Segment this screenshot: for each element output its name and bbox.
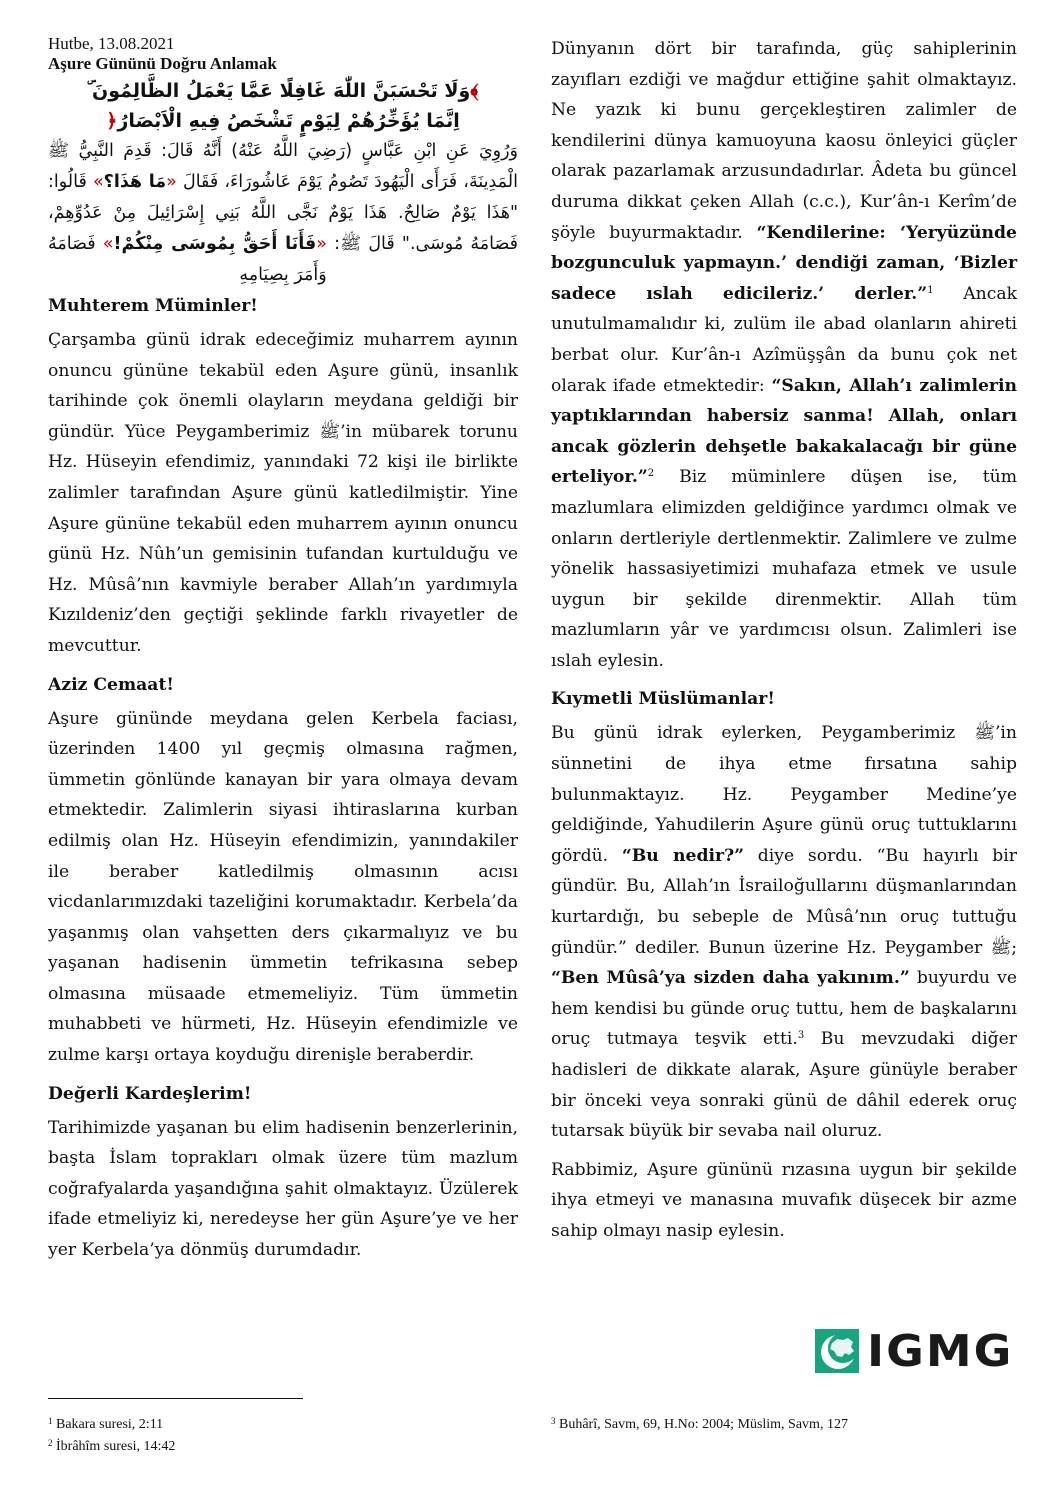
hadith-question-open: « [166, 172, 183, 192]
section-heading-aziz: Aziz Cemaat! [48, 674, 174, 695]
paragraph-3: Tarihimizde yaşanan bu elim hadisenin benzerlerinin, başta İslam toprakları olmak üzere tüm mazlum coğrafyalarda yaşandığına şahit olmaktayız. Üzülerek ifade etmeliyiz ki, neredeyse her gün Aşure’ye ve her yer Kerbela’ya dönmüş durumdadır. [48, 1117, 518, 1261]
paragraph-5-text-b: diye sordu. “Bu hayırlı bir gündür. Bu, Allah’ın İsrailoğullarını düşmanlarından kurtardığı, bu sebeple de Mûsâ’nın oruç tuttuğu gündür.” dediler. Bunun üzerine Hz. Peygamber ﷺ; [551, 845, 1017, 958]
footnote-1-number: 1 [48, 1416, 53, 1426]
paragraph-5-text-d: Bu mevzudaki diğer hadisleri de dikkate alarak, Aşure günüyle beraber bir önceki veya sonraki günü de dâhil ederek oruç tutarsak büyük bir sevaba nail oluruz. [551, 1029, 1017, 1142]
hadith-text [48, 136, 518, 291]
closing-prayer: Rabbimiz, Aşure gününü rızasına uygun bir şekilde ihya etmeyi ve manasına muvafık düşecek bir azme sahip olmayı nasip eylesin. [551, 1159, 1017, 1241]
paragraph-4 [551, 34, 1017, 676]
footnote-2-number: 2 [48, 1438, 53, 1448]
section-heading-muhterem: Muhterem Müminler! [48, 296, 258, 316]
footnote-divider [48, 1398, 303, 1399]
hadith-answer-open: « [316, 234, 335, 254]
footnotes-right [551, 1414, 848, 1436]
hadith-answer-close: » [95, 234, 114, 254]
quote-bu-nedir: “Bu nedir?” [621, 845, 745, 866]
footnote-2 [48, 1436, 175, 1458]
hadith-part-2: قَالُوا: "هَذَا يَوْمٌ صَالِحٌ. هَذَا يَوْمٌ نَجَّى اللَّهُ بَنِي إِسْرَائِيلَ مِنْ عَدُوِّهِمْ، فَصَامَهُ مُوسَى." قَالَ ﷺ: [48, 172, 519, 254]
quran-verse [48, 76, 518, 136]
left-column [48, 34, 518, 1274]
footnote-ref-3[interactable]: 3 [797, 1030, 805, 1042]
footnote-1-text: Bakara suresi, 2:11 [52, 1417, 164, 1432]
paragraph-4-text-c: Biz müminlere düşen ise, tüm mazlumlara elimizden geldiğince yardımcı olmak ve onların dertleriyle dertlenmektir. Zalimlere ve zulme yönelik hassasiyetimizi muhafaza etmek ve usule uygun bir şekilde direnmektir. Allah tüm mazlumların yâr ve yardımcısı olsun. Zalimleri ise ıslah eylesin. [551, 467, 1017, 671]
igmg-logo [815, 1325, 1014, 1377]
paragraph-5-text-c: buyurdu ve hem kendisi bu günde oruç tuttu, hem de başkalarını oruç tutmaya teşvik etti. [551, 968, 1017, 1050]
footnote-ref-2[interactable]: 2 [647, 468, 655, 480]
quote-ben-musaya: “Ben Mûsâ’ya sizden daha yakınım.” [551, 968, 910, 989]
hadith-part-3: فَصَامَهُ وَأَمَرَ بِصِيَامِهِ [48, 234, 327, 285]
quote-kendilerine: “Kendilerine: ‘Yeryüzünde bozgunculuk yapmayın.’ dendiği zaman, ‘Bizler sadece ıslah edicileriz.’ derler.” [551, 222, 1017, 304]
paragraph-5 [551, 718, 1017, 1146]
sermon-date: Hutbe, 13.08.2021 [48, 34, 175, 53]
quote-sakin: “Sakın, Allah’ı zalimlerin yaptıklarından habersiz sanma! Allah, onları ancak gözlerin dehşetle bakakalacağı bir güne erteliyor.” [551, 375, 1017, 488]
paragraph-5-text-a: Bu günü idrak eylerken, Peygamberimiz ﷺ’in sünnetini de ihya etme fırsatına sahip bulunmaktayız. Hz. Peygamber Medine’ye geldiğinde, Yahudilerin Aşure günü oruç tuttuklarını gördü. [551, 723, 1017, 866]
hadith-answer: فَأَنَا أَحَقُّ بِمُوسَى مِنْكُمْ! [113, 234, 317, 254]
paragraph-2: Aşure gününde meydana gelen Kerbela faciası, üzerinden 1400 yıl geçmiş olmasına rağmen, ümmetin gönlünde kanayan bir yara olmaya devam etmektedir. Zalimlerin siyasi ihtiraslarına kurban edilmiş olan Hz. Hüseyin efendimizin, yanındakiler ile beraber katledilmiş olmasının acısı vicdanlarımızdaki tazeliğini korumaktadır. Kerbela’da yaşanmış olan vahşetten ders çıkarmalıyız ve bu yaşanan hadisenin ümmetin tefrikasına sebep olmasına müsaade etmemeliyiz. Tüm ümmetin muhabbeti ve hürmeti, Hz. Hüseyin efendimizle ve zulme karşı ortaya koyduğu direnişle beraberdir. [48, 708, 518, 1066]
right-column [551, 34, 1017, 1255]
verse-line-1: وَلَا تَحْسَبَنَّ اللّٰهَ غَافِلًا عَمَّا يَعْمَلُ الظَّالِمُونَ ۜ [87, 80, 471, 102]
igmg-logo-text: IGMG [867, 1325, 1014, 1377]
paragraph-1: Çarşamba günü idrak edeceğimiz muharrem ayının onuncu gününe tekabül eden Aşure günü, insanlık tarihinde çok önemli olayların meydana geldiği bir gündür. Yüce Peygamberimiz ﷺ’in mübarek torunu Hz. Hüseyin efendimiz, yanındaki 72 kişi ile birlikte zalimler tarafından Aşure günü katledilmiştir. Yine Aşure gününe tekabül eden muharrem ayının onuncu günü Hz. Nûh’un gemisinin tufandan kurtulduğu ve Hz. Mûsâ’nın kavmiyle beraber Allah’ın yardımıyla Kızıldeniz’den geçtiği şeklinde farklı rivayetler de mevcuttur. [48, 330, 518, 656]
crescent-globe-icon [815, 1329, 859, 1373]
page-title: Aşure Gününü Doğru Anlamak [48, 54, 277, 73]
section-heading-kiymetli: Kıymetli Müslümanlar! [551, 689, 775, 710]
verse-open-bracket: ﴾ [470, 80, 479, 102]
hadith-question: مَا هَذَا؟ [103, 172, 167, 192]
hadith-question-close: » [86, 172, 104, 192]
footnote-1 [48, 1414, 175, 1436]
verse-line-2: اِنَّمَا يُؤَخِّرُهُمْ لِيَوْمٍ تَشْخَصُ فِيهِ الْاَبْصَارُ [117, 110, 460, 132]
footnote-3-text: Buhârî, Savm, 69, H.No: 2004; Müslim, Savm, 127 [555, 1417, 848, 1432]
footnote-2-text: İbrâhîm suresi, 14:42 [52, 1439, 176, 1454]
paragraph-4-text-a: Dünyanın dört bir tarafında, güç sahiplerinin zayıfları ezdiği ve mağdur ettiğine şahit olmaktayız. Ne yazık ki bunu gerçekleştiren zalimler de kendilerini dünya kamuoyuna kaosu önleyici güçler olarak pazarlamak arzusundadırlar. Âdeta bu güncel duruma dikkat çeken Allah (c.c.), Kur’ân-ı Kerîm’de şöyle buyurmaktadır. [551, 39, 1017, 243]
verse-close-bracket: ﴿ [106, 110, 118, 132]
footnotes-left [48, 1414, 175, 1458]
hadith-part-1: وَرُوِيَ عَنِ ابْنِ عَبَّاسٍ (رَضِيَ اللَّهُ عَنْهُ) أَنَّهُ قَالَ: قَدِمَ النَّبِيُّ ﷺ الْمَدِينَةَ، فَرَأَى الْيَهُودَ تَصُومُ يَوْمَ عَاشُورَاءَ، فَقَالَ [48, 141, 518, 192]
footnote-3 [551, 1414, 848, 1436]
paragraph-4-text-b: Ancak unutulmamalıdır ki, zulüm ile abad olanların ahireti berbat olur. Kur’ân-ı Azîmüşşân da bunu çok net olarak ifade etmektedir: [551, 283, 1018, 396]
section-heading-degerli: Değerli Kardeşlerim! [48, 1083, 252, 1104]
footnote-3-number: 3 [551, 1416, 556, 1426]
footnote-ref-1[interactable]: 1 [927, 284, 934, 296]
